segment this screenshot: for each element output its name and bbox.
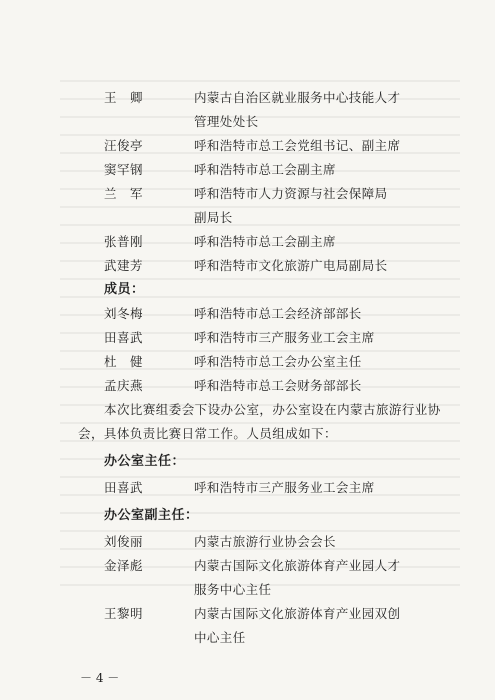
- deputy-row: [0, 604, 495, 624]
- member-name: 武建芳: [104, 258, 144, 273]
- member-name: 兰 军: [104, 186, 144, 201]
- member-row: [0, 304, 495, 324]
- member-name: 窦罕钢: [104, 162, 144, 177]
- deputy-name: 王黎明: [104, 606, 144, 621]
- member-role: 呼和浩特市总工会党组书记、副主席: [194, 138, 401, 153]
- deputy-row-continuation: [0, 580, 495, 600]
- deputy-role-cont: 服务中心主任: [194, 582, 272, 597]
- deputy-role: 内蒙古国际文化旅游体育产业园人才: [194, 558, 401, 573]
- member-row-continuation: [0, 112, 495, 132]
- member-name: 孟庆燕: [104, 378, 144, 393]
- member-name: 汪俊亭: [104, 138, 144, 153]
- member-name: 杜 健: [104, 354, 144, 369]
- deputy-row: [0, 532, 495, 552]
- member-name: 王 卿: [104, 90, 144, 105]
- member-row: [0, 160, 495, 180]
- deputy-heading-row: [0, 506, 495, 526]
- member-role: 呼和浩特市总工会办公室主任: [194, 354, 362, 369]
- member-row: [0, 136, 495, 156]
- member-role: 呼和浩特市人力资源与社会保障局: [194, 186, 388, 201]
- member-row: [0, 376, 495, 396]
- deputy-row-continuation: [0, 628, 495, 648]
- deputy-row: [0, 556, 495, 576]
- page-number: － 4 －: [80, 671, 120, 685]
- member-role: 呼和浩特市文化旅游广电局副局长: [194, 258, 388, 273]
- member-name: 田喜武: [104, 330, 144, 345]
- member-row: [0, 256, 495, 276]
- director-heading-row: [0, 452, 495, 472]
- director-name: 田喜武: [104, 480, 144, 495]
- member-role-cont: 副局长: [194, 210, 233, 225]
- paragraph-text: 本次比赛组委会下设办公室，办公室设在内蒙古旅游行业协: [104, 402, 441, 417]
- member-row: [0, 232, 495, 252]
- member-role: 呼和浩特市三产服务业工会主席: [194, 330, 375, 345]
- member-role: 呼和浩特市总工会财务部部长: [194, 378, 362, 393]
- director-row: [0, 478, 495, 498]
- deputy-role: 内蒙古国际文化旅游体育产业园双创: [194, 606, 401, 621]
- members-heading: 成员：: [104, 282, 145, 297]
- member-role: 呼和浩特市总工会经济部部长: [194, 306, 362, 321]
- deputy-name: 金泽彪: [104, 558, 144, 573]
- member-name: 刘冬梅: [104, 306, 144, 321]
- member-row: [0, 328, 495, 348]
- member-row-continuation: [0, 208, 495, 228]
- member-role: 内蒙古自治区就业服务中心技能人才: [194, 90, 401, 105]
- deputy-name: 刘俊丽: [104, 534, 144, 549]
- deputy-role: 内蒙古旅游行业协会会长: [194, 534, 336, 549]
- office-paragraph-line: [0, 400, 495, 420]
- director-role: 呼和浩特市三产服务业工会主席: [194, 480, 375, 495]
- member-name: 张普刚: [104, 234, 144, 249]
- deputy-heading: 办公室副主任：: [104, 508, 199, 523]
- office-paragraph-line: [0, 424, 495, 444]
- member-row: [0, 88, 495, 108]
- director-heading: 办公室主任：: [104, 454, 186, 469]
- paragraph-text: 会，具体负责比赛日常工作。人员组成如下：: [78, 426, 338, 441]
- members-heading-row: [0, 280, 495, 300]
- member-role: 呼和浩特市总工会副主席: [194, 162, 336, 177]
- member-row: [0, 184, 495, 204]
- member-row: [0, 352, 495, 372]
- member-role: 呼和浩特市总工会副主席: [194, 234, 336, 249]
- deputy-role-cont: 中心主任: [194, 630, 246, 645]
- member-role-cont: 管理处处长: [194, 114, 259, 129]
